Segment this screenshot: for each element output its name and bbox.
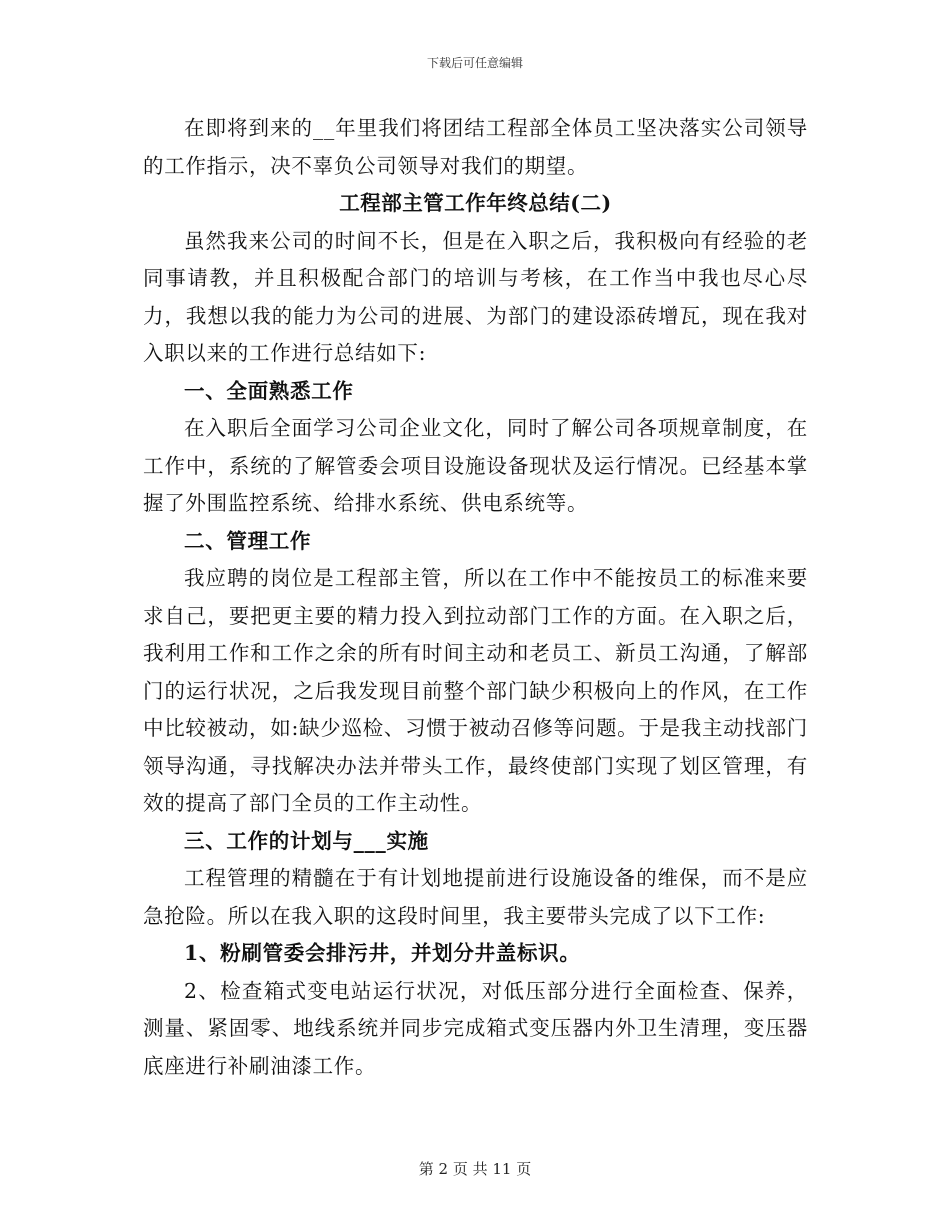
list-item-2: 2、检查箱式变电站运行状况，对低压部分进行全面检查、保养，测量、紧固零、地线系统并同步完成箱式变压器内外卫生清理，变压器底座进行补刷油漆工作。 xyxy=(143,978,808,1078)
paragraph-management: 我应聘的岗位是工程部主管，所以在工作中不能按员工的标准来要求自己，要把更主要的精力投入到拉动部门工作的方面。在入职之后，我利用工作和工作之余的所有时间主动和老员工、新员工沟通，了解部门的运行状况，之后我发现目前整个部门缺少积极向上的作风，在工作中比较被动，如:缺少巡检、习惯于被动召修等问题。于是我主动找部门领导沟通，寻找解决办法并带头工作，最终使部门实现了划区管理，有效的提高了部门全员的工作主动性。 xyxy=(143,566,808,815)
paragraph-intro: 在即将到来的__年里我们将团结工程部全体员工坚决落实公司领导的工作指示，决不辜负公司领导对我们的期望。 xyxy=(143,116,808,178)
section-title: 工程部主管工作年终总结(二) xyxy=(339,191,612,215)
page-header: 下载后可任意编辑 xyxy=(426,56,523,70)
heading-plan: 三、工作的计划与___实施 xyxy=(184,828,429,853)
heading-management: 二、管理工作 xyxy=(184,528,312,553)
paragraph-familiarize: 在入职后全面学习公司企业文化，同时了解公司各项规章制度，在工作中，系统的了解管委会项目设施设备现状及运行情况。已经基本掌握了外围监控系统、给排水系统、供电系统等。 xyxy=(143,416,808,515)
list-item-1: 1、粉刷管委会排污井，并划分井盖标识。 xyxy=(184,941,581,965)
paragraph-plan: 工程管理的精髓在于有计划地提前进行设施设备的维保，而不是应急抢险。所以在我入职的这段时间里，我主要带头完成了以下工作: xyxy=(143,866,808,928)
document-body xyxy=(143,110,808,1085)
paragraph-overview: 虽然我来公司的时间不长，但是在入职之后，我积极向有经验的老同事请教，并且积极配合部门的培训与考核，在工作当中我也尽心尽力，我想以我的能力为公司的进展、为部门的建设添砖增瓦，现在我对入职以来的工作进行总结如下: xyxy=(143,228,808,365)
heading-familiarize: 一、全面熟悉工作 xyxy=(184,378,354,403)
page-footer: 第 2 页 共 11 页 xyxy=(418,1160,532,1178)
